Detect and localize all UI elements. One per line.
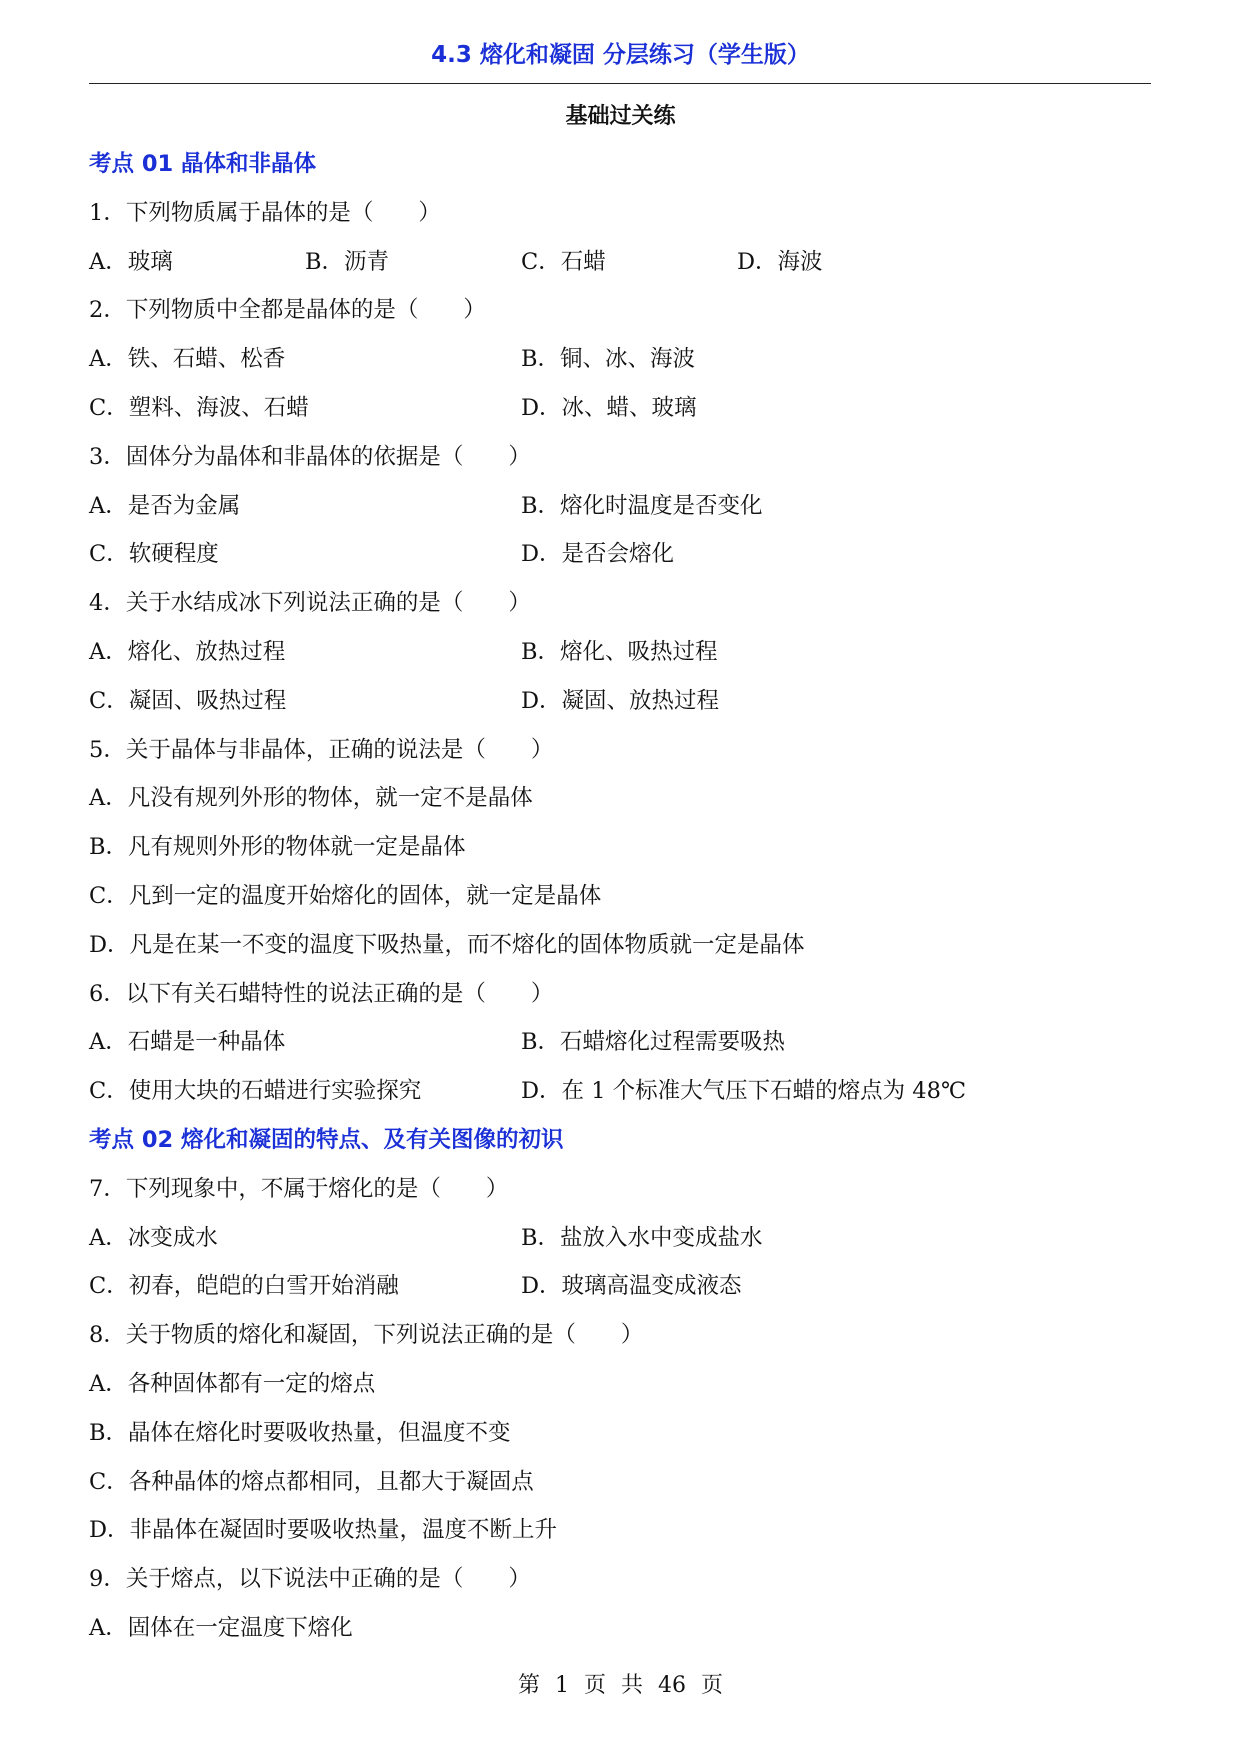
- option-row: [89, 1067, 1149, 1116]
- answer-option: B．沥青: [305, 248, 390, 275]
- question-line: B．晶体在熔化时要吸收热量，但温度不变: [89, 1419, 511, 1446]
- section-heading: 基础过关练: [565, 104, 676, 129]
- answer-option: A．石蜡是一种晶体: [89, 1029, 286, 1056]
- question-line: D．非晶体在凝固时要吸收热量，温度不断上升: [89, 1517, 558, 1544]
- option-row: [89, 628, 1149, 677]
- question-line: B．凡有规则外形的物体就一定是晶体: [89, 834, 466, 861]
- topic-heading-text: 考点 01 晶体和非晶体: [89, 151, 316, 177]
- answer-option: D．凝固、放热过程: [521, 687, 720, 714]
- answer-option: A．熔化、放热过程: [89, 638, 286, 665]
- answer-option: D．海波: [737, 248, 823, 275]
- option-row: [89, 384, 1149, 433]
- question-line: C．凡到一定的温度开始熔化的固体，就一定是晶体: [89, 882, 602, 909]
- answer-option: B．熔化、吸热过程: [521, 638, 718, 665]
- answer-option: C．使用大块的石蜡进行实验探究: [89, 1078, 422, 1105]
- answer-option: B．铜、冰、海波: [521, 346, 696, 373]
- answer-option: D．玻璃高温变成液态: [521, 1273, 742, 1300]
- answer-option: D．冰、蜡、玻璃: [521, 394, 697, 421]
- option-row: [89, 482, 1149, 531]
- answer-option: A．是否为金属: [89, 492, 241, 519]
- option-row: [89, 530, 1149, 579]
- footer-word: 第: [517, 1673, 540, 1698]
- answer-option: B．熔化时温度是否变化: [521, 492, 763, 519]
- question-line: A．各种固体都有一定的熔点: [89, 1370, 376, 1397]
- footer-word: 页: [583, 1673, 606, 1698]
- option-row: [89, 677, 1149, 726]
- answer-option: C．石蜡: [521, 248, 606, 275]
- question-line: C．各种晶体的熔点都相同，且都大于凝固点: [89, 1468, 534, 1495]
- page-total: 46: [658, 1673, 687, 1698]
- option-row: [89, 335, 1149, 384]
- title-divider: [89, 83, 1151, 84]
- answer-option: C．软硬程度: [89, 541, 219, 568]
- topic-heading: [89, 140, 1149, 189]
- question-line: 4．关于水结成冰下列说法正确的是（ ）: [89, 590, 531, 617]
- answer-option: C．初春，皑皑的白雪开始消融: [89, 1273, 399, 1300]
- page-title: 4.3 熔化和凝固 分层练习（学生版）: [431, 42, 810, 68]
- answer-option: D．是否会熔化: [521, 541, 675, 568]
- answer-option: B．石蜡熔化过程需要吸热: [521, 1029, 786, 1056]
- page-footer: [0, 1668, 1241, 1699]
- topic-heading-text: 考点 02 熔化和凝固的特点、及有关图像的初识: [89, 1126, 564, 1153]
- option-row: [89, 1214, 1149, 1263]
- answer-option: C．凝固、吸热过程: [89, 687, 287, 714]
- page-number: 1: [554, 1673, 569, 1698]
- answer-option: B．盐放入水中变成盐水: [521, 1224, 763, 1251]
- topic-heading: [89, 1116, 1149, 1165]
- answer-option: A．冰变成水: [89, 1224, 218, 1251]
- answer-option: A．铁、石蜡、松香: [89, 346, 286, 373]
- option-row: [89, 1018, 1149, 1067]
- question-line: D．凡是在某一不变的温度下吸热量，而不熔化的固体物质就一定是晶体: [89, 931, 805, 958]
- footer-word: 共: [621, 1673, 644, 1698]
- question-line: 3．固体分为晶体和非晶体的依据是（ ）: [89, 443, 531, 470]
- option-row: [89, 1262, 1149, 1311]
- footer-word: 页: [701, 1673, 724, 1698]
- answer-option: A．玻璃: [89, 248, 173, 275]
- question-line: A．固体在一定温度下熔化: [89, 1614, 353, 1641]
- answer-option: C．塑料、海波、石蜡: [89, 394, 309, 421]
- question-line: 5．关于晶体与非晶体，正确的说法是（ ）: [89, 736, 554, 763]
- question-line: 1．下列物质属于晶体的是（ ）: [89, 199, 441, 226]
- question-line: 2．下列物质中全都是晶体的是（ ）: [89, 297, 486, 324]
- question-line: 7．下列现象中，不属于熔化的是（ ）: [89, 1175, 509, 1202]
- option-row: [89, 238, 1149, 287]
- question-line: 6．以下有关石蜡特性的说法正确的是（ ）: [89, 980, 554, 1007]
- question-line: A．凡没有规列外形的物体，就一定不是晶体: [89, 785, 533, 812]
- question-list: [89, 140, 1149, 1653]
- question-line: 8．关于物质的熔化和凝固，下列说法正确的是（ ）: [89, 1322, 644, 1349]
- answer-option: D．在 1 个标准大气压下石蜡的熔点为 48℃: [521, 1078, 967, 1105]
- question-line: 9．关于熔点，以下说法中正确的是（ ）: [89, 1566, 531, 1593]
